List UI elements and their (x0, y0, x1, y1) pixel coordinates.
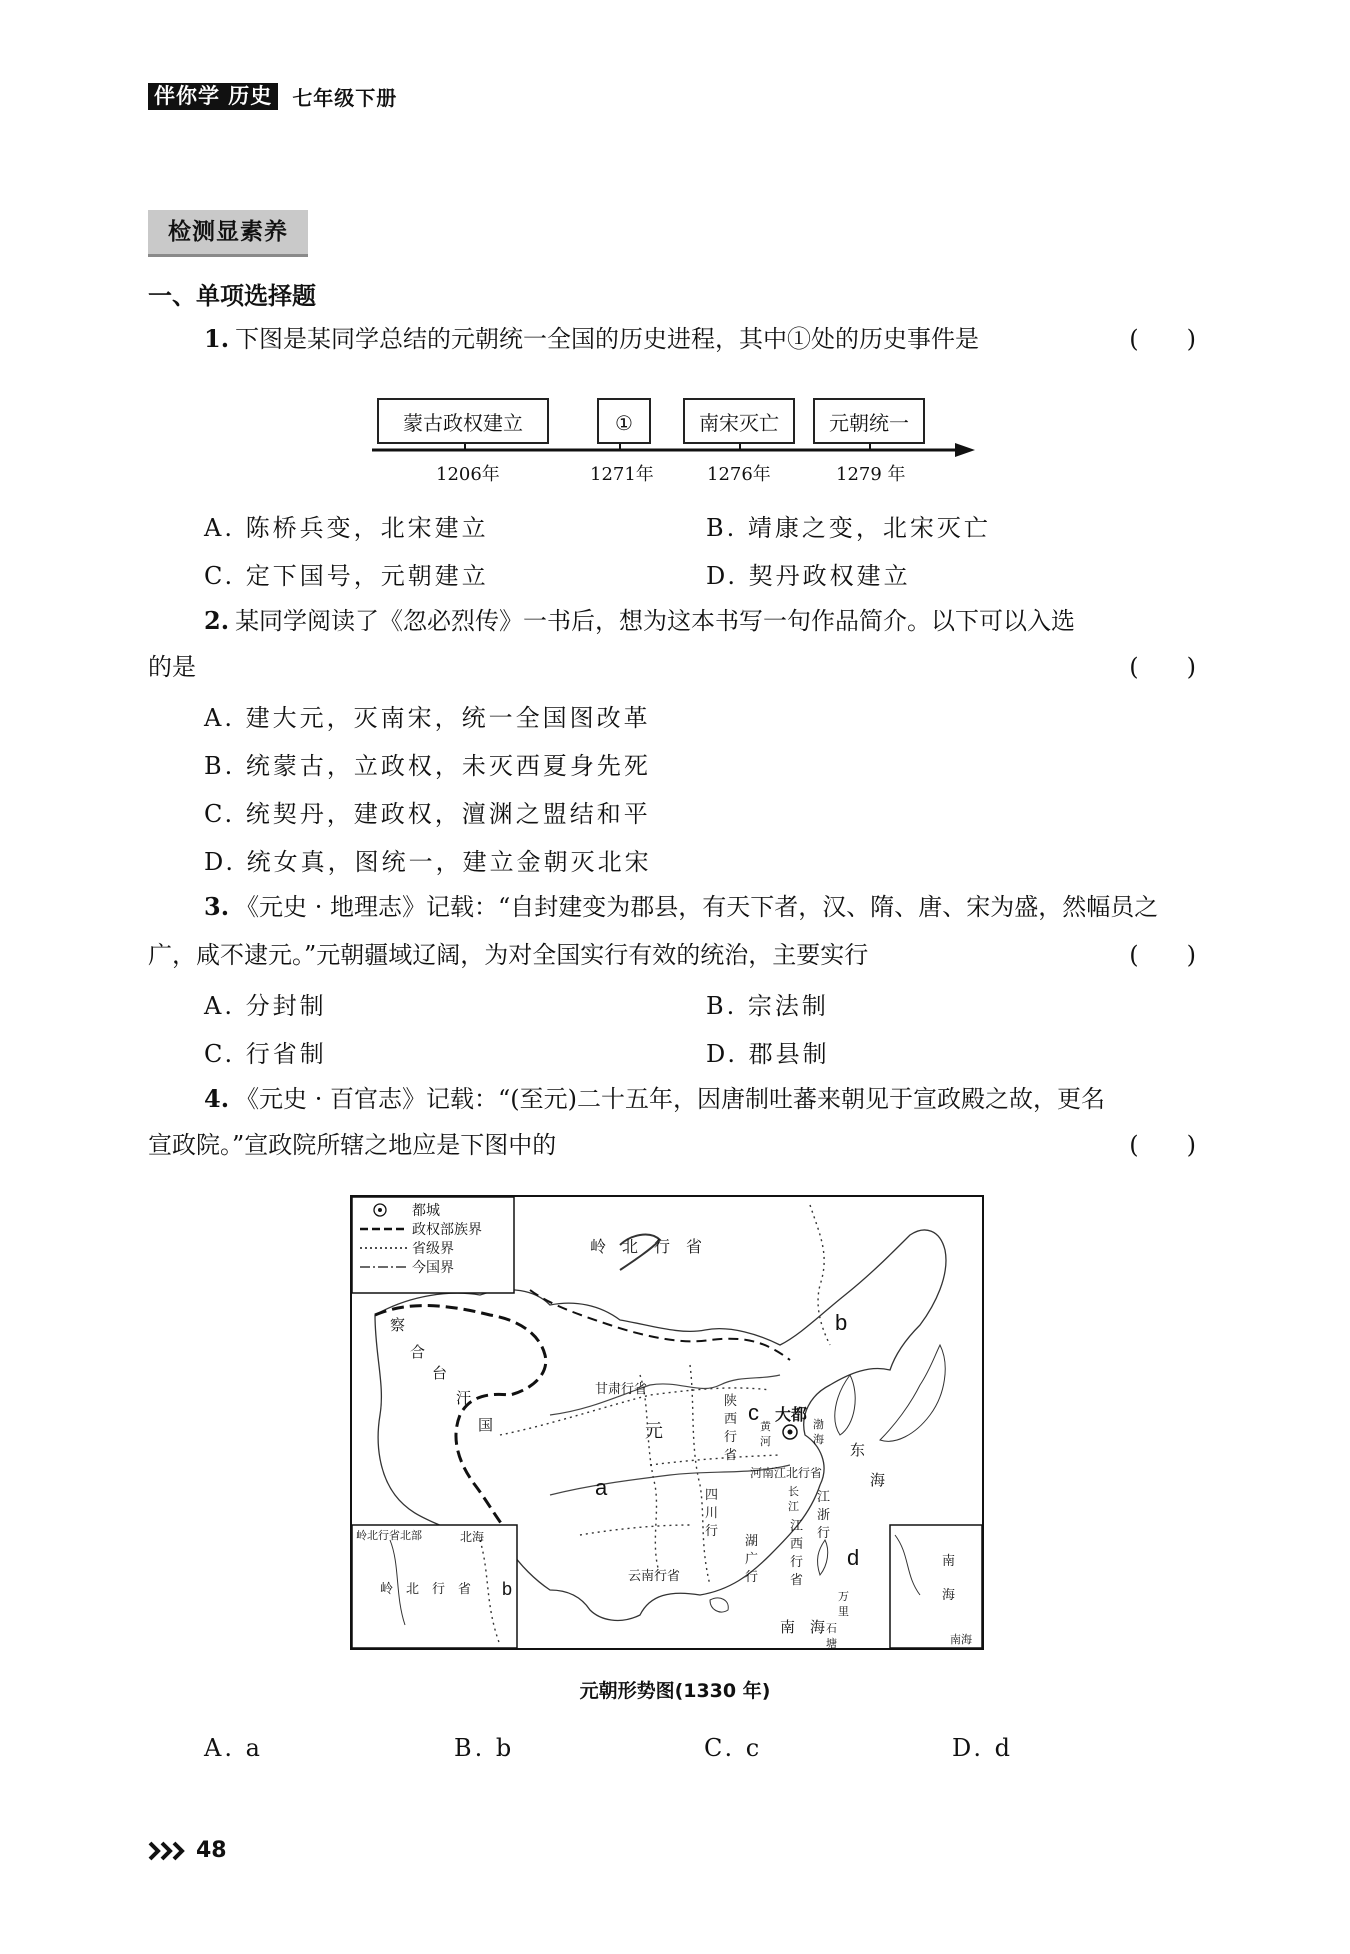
option-4c[interactable]: C. c (704, 1734, 763, 1762)
label-shitang-2: 塘 (826, 1638, 837, 1650)
option-2b[interactable]: B. 统蒙古，立政权，未灭西夏身先死 (204, 752, 651, 780)
option-3a[interactable]: A. 分封制 (204, 992, 327, 1020)
label-jiangxi-1: 江 (790, 1518, 804, 1533)
label-huanghe-2: 河 (760, 1436, 771, 1448)
label-sichuan-1: 四 (705, 1487, 719, 1502)
label-sichuan-3: 行 (705, 1523, 719, 1538)
book-title: 伴你学 历史 (148, 83, 278, 110)
page-number: 48 (196, 1838, 227, 1863)
label-jiangxi-4: 省 (790, 1572, 804, 1587)
triple-chevron-icon (148, 1840, 190, 1862)
yuan-dynasty-map (350, 1195, 984, 1650)
legend-capital: 都城 (412, 1202, 440, 1218)
label-huguang-3: 行 (745, 1569, 759, 1584)
question-number: 2. (204, 606, 230, 635)
answer-paren: ( ) (1129, 653, 1196, 681)
option-3b[interactable]: B. 宗法制 (706, 992, 829, 1020)
label-shaanxi-3: 行 (724, 1429, 738, 1444)
label-chahetai-5: 国 (478, 1417, 494, 1434)
option-1b[interactable]: B. 靖康之变，北宋灭亡 (706, 514, 991, 542)
inset-se-nanhai-1: 南 (942, 1553, 956, 1568)
question-number: 3. (204, 892, 230, 921)
label-dadu: 大都 (775, 1407, 808, 1424)
label-wanli-2: 里 (838, 1606, 849, 1618)
page-footer (148, 1838, 227, 1863)
legend-modern-border: 今国界 (412, 1259, 454, 1275)
section-title: 检测显素养 (148, 210, 308, 257)
option-3c[interactable]: C. 行省制 (204, 1040, 327, 1068)
label-lingbei: 岭 北 行 省 (590, 1239, 703, 1256)
inset-nw-beihai: 北海 (460, 1530, 485, 1544)
legend-regime-border: 政权部族界 (412, 1221, 482, 1237)
label-huguang-1: 湖 (745, 1533, 759, 1548)
option-1c[interactable]: C. 定下国号，元朝建立 (204, 562, 489, 590)
map-caption: 元朝形势图(1330 年) (579, 1680, 771, 1702)
option-1a[interactable]: A. 陈桥兵变，北宋建立 (204, 514, 489, 542)
question-number: 4. (204, 1084, 230, 1113)
label-yuan: 元 (645, 1421, 663, 1441)
label-jiangxi-3: 行 (790, 1554, 804, 1569)
label-bohai-1: 渤 (813, 1419, 824, 1431)
label-chahetai-1: 察 (390, 1317, 406, 1334)
timeline-box-3: 南宋灭亡 (683, 398, 795, 444)
label-sichuan-2: 川 (705, 1505, 719, 1520)
label-jiangxi-2: 西 (790, 1536, 804, 1551)
label-changjiang-1: 长 (788, 1486, 799, 1498)
label-nanhai: 南 海 (780, 1619, 826, 1636)
label-shitang-1: 石 (826, 1623, 837, 1635)
timeline-year-3: 1276年 (707, 464, 771, 485)
question-2-stem-cont: 的是 ( ) (148, 650, 1196, 684)
option-1d[interactable]: D. 契丹政权建立 (706, 562, 911, 590)
timeline-year-2: 1271年 (590, 464, 654, 485)
label-shaanxi-4: 省 (724, 1447, 738, 1462)
label-shaanxi-2: 西 (724, 1411, 738, 1426)
inset-nw-title: 岭北行省北部 (356, 1530, 422, 1542)
legend-province-border: 省级界 (412, 1240, 454, 1256)
timeline-box-1: 蒙古政权建立 (377, 398, 549, 444)
timeline-year-1: 1206年 (436, 464, 500, 485)
option-3d[interactable]: D. 郡县制 (706, 1040, 830, 1068)
label-chahetai-2: 合 (410, 1344, 426, 1361)
option-2c[interactable]: C. 统契丹，建政权，澶渊之盟结和平 (204, 800, 651, 828)
label-huanghe-1: 黄 (760, 1421, 771, 1433)
part-title: 一、单项选择题 (148, 282, 316, 310)
question-number: 1. (204, 324, 230, 353)
question-4-stem-cont: 宣政院。”宣政院所辖之地应是下图中的 ( ) (148, 1128, 1196, 1162)
answer-paren: ( ) (1129, 941, 1196, 969)
page-header (148, 82, 397, 110)
map-letter-c: c (748, 1400, 759, 1425)
timeline-box-2: ① (597, 398, 651, 444)
map-letter-b: b (835, 1310, 848, 1335)
question-1-stem: 1. 下图是某同学总结的元朝统一全国的历史进程，其中①处的历史事件是 ( ) (204, 322, 1196, 356)
answer-paren: ( ) (1129, 1131, 1196, 1159)
label-donghai-2: 海 (870, 1472, 886, 1489)
label-jiangzhe-2: 浙 (817, 1507, 831, 1522)
label-bohai-2: 海 (813, 1434, 824, 1446)
option-4a[interactable]: A. a (204, 1734, 263, 1762)
timeline-box-4: 元朝统一 (813, 398, 925, 444)
map-letter-d: d (847, 1545, 860, 1570)
inset-letter-b: b (502, 1579, 513, 1599)
option-4b[interactable]: B. b (454, 1734, 515, 1762)
grade-label: 七年级下册 (292, 85, 398, 110)
label-henan: 河南江北行省 (750, 1466, 823, 1480)
label-yunnan: 云南行省 (628, 1568, 681, 1583)
label-huguang-2: 广 (745, 1551, 759, 1566)
question-2-stem: 2. 某同学阅读了《忽必烈传》一书后，想为这本书写一句作品简介。以下可以入选 (204, 606, 1076, 635)
question-3-stem: 3. 《元史 · 地理志》记载：“自封建变为郡县，有天下者，汉、隋、唐、宋为盛，然幅员之 (204, 892, 1159, 921)
label-chahetai-4: 汗 (456, 1390, 472, 1407)
label-jiangzhe-3: 行 (817, 1525, 831, 1540)
option-2a[interactable]: A. 建大元，灭南宋，统一全国图改革 (204, 704, 651, 732)
inset-se-title: 南海 (950, 1634, 972, 1646)
label-shaanxi-1: 陕 (724, 1393, 738, 1408)
answer-paren: ( ) (1129, 325, 1196, 353)
timeline-year-4: 1279 年 (836, 464, 906, 485)
inset-nw-lingbei: 岭 北 行 省 (380, 1581, 472, 1596)
question-4-stem: 4. 《元史 · 百官志》记载：“(至元)二十五年，因唐制吐蕃来朝见于宣政殿之故，更名 (204, 1084, 1105, 1113)
label-gansu: 甘肃行省 (595, 1381, 648, 1396)
question-3-stem-cont: 广，咸不逮元。”元朝疆域辽阔，为对全国实行有效的统治，主要实行 ( ) (148, 938, 1196, 972)
label-donghai-1: 东 (850, 1442, 866, 1459)
inset-se-nanhai-2: 海 (942, 1587, 956, 1602)
label-chahetai-3: 台 (432, 1365, 448, 1382)
option-4d[interactable]: D. d (952, 1734, 1014, 1762)
label-changjiang-2: 江 (788, 1501, 799, 1513)
map-letter-a: a (595, 1475, 608, 1500)
option-2d[interactable]: D. 统女真，图统一，建立金朝灭北宋 (204, 848, 652, 876)
label-wanli-1: 万 (838, 1591, 849, 1603)
label-jiangzhe-1: 江 (817, 1489, 831, 1504)
